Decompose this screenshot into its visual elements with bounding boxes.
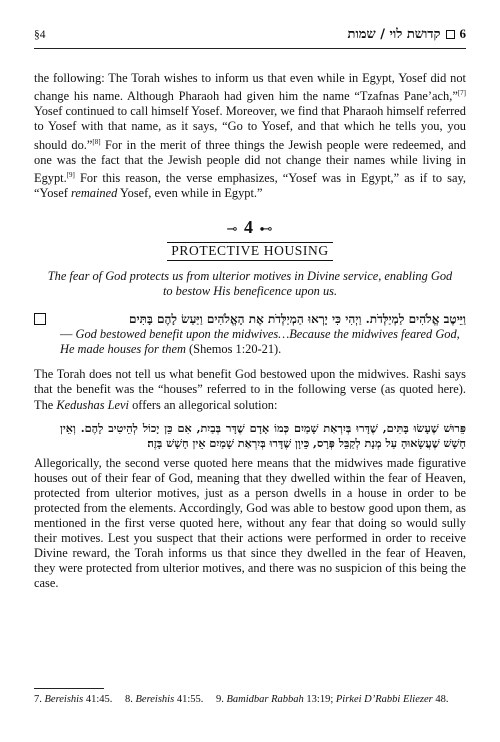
footnotes [34, 688, 466, 705]
intro-text-3: For in the merit of three things the Jewish people were redeemed, and one was the fact that the Jewish people did not change their names while living in Egypt. [34, 137, 466, 185]
fn9-loc: 13:19; [306, 694, 334, 705]
checkbox-icon [34, 313, 46, 325]
page [34, 26, 466, 591]
intro-text-2: Yosef continued to call himself Yosef. Moreover, we find that Pharaoh himself referred to Yosef with that name, as it says, “Go to Yosef, and that which he tells you, you should do.” [34, 104, 466, 152]
ornament-left-icon: ⊸ [226, 221, 239, 237]
section-title-text: PROTECTIVE HOUSING [167, 242, 332, 261]
footnote-ref-9[interactable]: [9] [66, 170, 75, 179]
square-ornament-icon [446, 30, 455, 39]
ornament-right-icon: ⊷ [259, 221, 274, 237]
verse-hebrew: וַיֵּיטֶב אֱלֹהִים לַמְיַלְּדֹת. וַיְהִי כִּי יָרְאוּ הַמְיַלְּדֹת אֶת הָאֱלֹהִים וַיַּעַשׂ לָהֶם בָּתִּים [129, 312, 466, 327]
paragraph-3: Allegorically, the second verse quoted here means that the midwives made figurative houses out of their fear of God, meaning that they dwelled within the fear of Heaven, protected from ulterior motives, just as a person dwells in a house in order to be protected from the elements. Accordingly, God was able to bestow good upon them, as mentioned in the first verse quoted here, without any fear that doing so would sully their motives. Lest you suspect that their actions were performed in order to receive Divine reward, the Torah informs us that since they dwelled in the fear of Heaven, they were protected from ulterior motives, and there was no suspicion of this being the case. [34, 455, 466, 591]
fn9-ref: Bamidbar Rabbah [226, 694, 304, 705]
intro-text-5: Yosef, even while in Egypt.” [117, 186, 263, 201]
para2-text-1: The Torah does not tell us what benefit God bestowed upon the midwives. Rashi says that the benefit was the “houses” referred to in the following verse (as quoted here). The [34, 367, 466, 412]
verse-citation: (Shemos 1:20-21). [185, 342, 282, 357]
page-number: 6 [459, 26, 466, 41]
verse-dash: — [60, 327, 76, 342]
fn8-num: 8. [125, 694, 133, 705]
section-subtitle: The fear of God protects us from ulterior motives in Divine service, enabling God to bestow His beneficence upon us. [47, 269, 453, 299]
footnote-rule [34, 688, 104, 689]
footnote-9 [216, 694, 448, 705]
fn8-ref: Bereishis [135, 694, 175, 705]
verse-english [60, 327, 466, 357]
section-number: 4 [243, 217, 254, 238]
footnote-line [34, 694, 466, 705]
footnote-8 [125, 694, 203, 705]
para2-italic: Kedushas Levi [56, 397, 129, 412]
intro-text-1: the following: The Torah wishes to inform us that even while in Egypt, Yosef did not change his name. Although Pharaoh had given him the name “Tzafnas Pane’ach,” [34, 71, 466, 104]
intro-text-4: For this reason, the verse emphasizes, “Yosef was in Egypt,” as if to say, “Yosef [34, 170, 466, 201]
para2-text-2: offers an allegorical solution: [129, 397, 278, 412]
fn7-ref: Bereishis [44, 694, 84, 705]
footnote-ref-7[interactable]: [7] [457, 89, 466, 98]
header-right [348, 26, 466, 42]
fn9-loc2: 48. [435, 694, 449, 705]
hebrew-quote: פֵּרוּשׁ שֶׁעָשׂוּ בָּתִּים, שֶׁדָּרוּ בְּיִרְאַת שָׁמַיִם כְּמוֹ אָדָם שֶׁדָּר בְּבַיִת, אִם כֵּן יָכוֹל לְהֵיטִיב לָהֶם. וְאֵין חָשָׁשׁ שֶׁעֲשָׂאוּהָ עַל מְנָת לְקַבֵּל פְּרָס, כֵּיוָן שֶׁדָּרוּ בְּיִרְאַת שָׁמַיִם אֵין חָשָׁשׁ בָּזֶה׃ [60, 420, 466, 451]
section-title [34, 242, 466, 261]
fn7-loc: 41:45. [85, 694, 113, 705]
fn8-loc: 41:55. [176, 694, 204, 705]
fn9-ref2: Pirkei D’Rabbi Eliezer [335, 694, 433, 705]
footnote-7 [34, 694, 112, 705]
verse-translation: God bestowed benefit upon the midwives…Because the midwives feared God, He made houses for them [60, 327, 460, 357]
verse-block [34, 311, 466, 357]
fn7-num: 7. [34, 694, 42, 705]
running-header [34, 26, 466, 46]
section-mark: §4 [34, 29, 46, 41]
fn9-num: 9. [216, 694, 224, 705]
paragraph-2 [34, 367, 466, 412]
header-rule [34, 48, 466, 49]
intro-italic: remained [70, 186, 118, 201]
footnote-ref-8[interactable]: [8] [92, 137, 101, 146]
hebrew-title: קדושת לוי / שמות [347, 27, 441, 42]
intro-paragraph [34, 71, 466, 201]
section-number-heading [34, 217, 466, 238]
